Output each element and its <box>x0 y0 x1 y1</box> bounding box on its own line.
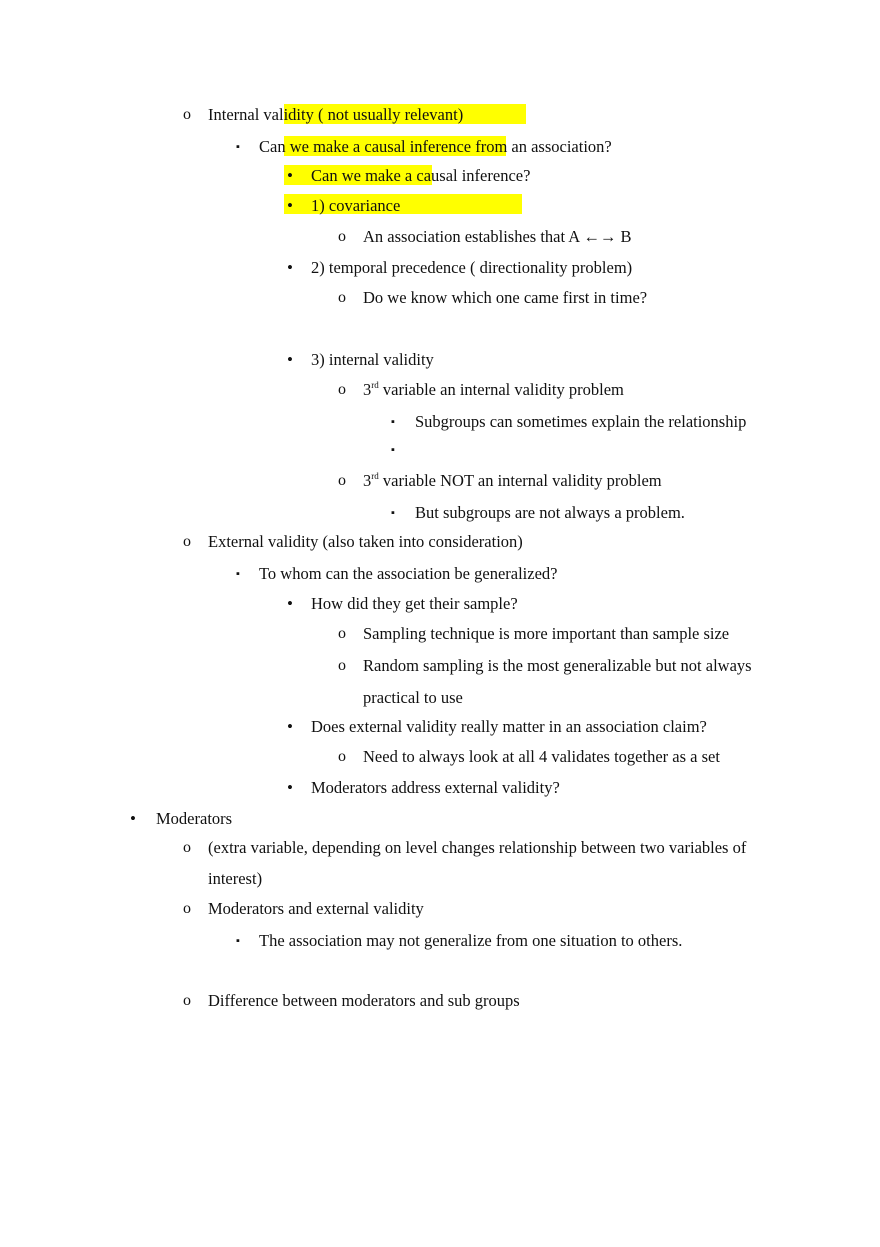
bullet-circle: o <box>183 992 191 1009</box>
bullet-dot: • <box>287 166 293 185</box>
internal-validity-heading: Internal validity ( not usually relevant) <box>208 105 464 124</box>
bullet-dot: • <box>287 196 293 215</box>
bullet-circle: o <box>183 839 191 856</box>
third-variable-problem: 3rd variable an internal validity problem <box>363 379 624 399</box>
third-variable-not-problem: 3rd variable NOT an internal validity problem <box>363 470 662 490</box>
bullet-circle: o <box>183 900 191 917</box>
bullet-dot: • <box>287 594 293 613</box>
moderator-definition-line1: (extra variable, depending on level changes relationship between two variables of <box>208 838 747 857</box>
bullet-dot: • <box>287 350 293 369</box>
bullet-circle: o <box>338 657 346 674</box>
moderators-external-validity: Moderators and external validity <box>208 899 424 918</box>
generalized-question: To whom can the association be generalized? <box>259 564 558 583</box>
subgroups-not-always: But subgroups are not always a problem. <box>415 503 685 522</box>
subgroups-explain: Subgroups can sometimes explain the relationship <box>415 412 747 431</box>
moderators-address: Moderators address external validity? <box>311 778 560 797</box>
bullet-square: ▪ <box>391 507 395 519</box>
external-validity-heading: External validity (also taken into consideration) <box>208 532 523 551</box>
bullet-circle: o <box>338 381 346 398</box>
which-came-first: Do we know which one came first in time? <box>363 288 648 307</box>
bullet-circle: o <box>338 289 346 306</box>
temporal-precedence-item: 2) temporal precedence ( directionality problem) <box>311 258 633 277</box>
bullet-square-empty: ▪ <box>391 444 395 456</box>
random-sampling-line1: Random sampling is the most generalizable but not always <box>363 656 752 675</box>
bullet-dot: • <box>287 258 293 277</box>
bullet-dot: • <box>130 809 136 828</box>
covariance-item: 1) covariance <box>311 196 401 215</box>
random-sampling-line2: practical to use <box>363 688 463 707</box>
sampling-technique: Sampling technique is more important than sample size <box>363 624 730 643</box>
bullet-dot: • <box>287 717 293 736</box>
bullet-circle: o <box>183 533 191 550</box>
association-establishes: An association establishes that A ←→ B <box>363 227 632 246</box>
bullet-square: ▪ <box>391 416 395 428</box>
bullet-circle: o <box>338 748 346 765</box>
sample-question: How did they get their sample? <box>311 594 518 613</box>
bullet-circle: o <box>183 106 191 123</box>
moderators-heading: Moderators <box>156 809 233 828</box>
bullet-square: ▪ <box>236 141 240 153</box>
bullet-square: ▪ <box>236 935 240 947</box>
bullet-dot: • <box>287 778 293 797</box>
bullet-circle: o <box>338 625 346 642</box>
moderator-definition-line2: interest) <box>208 869 263 888</box>
internal-validity-item: 3) internal validity <box>311 350 434 369</box>
bullet-circle: o <box>338 472 346 489</box>
four-validities: Need to always look at all 4 validates together as a set <box>363 747 720 766</box>
causal-inference-question: Can we make a causal inference from an association? <box>259 137 612 156</box>
moderators-vs-subgroups: Difference between moderators and sub groups <box>208 991 520 1010</box>
bullet-circle: o <box>338 228 346 245</box>
association-not-generalize: The association may not generalize from one situation to others. <box>259 931 683 950</box>
causal-inference-subquestion: Can we make a causal inference? <box>311 166 531 185</box>
bullet-square: ▪ <box>236 568 240 580</box>
external-validity-matter: Does external validity really matter in an association claim? <box>311 717 707 736</box>
